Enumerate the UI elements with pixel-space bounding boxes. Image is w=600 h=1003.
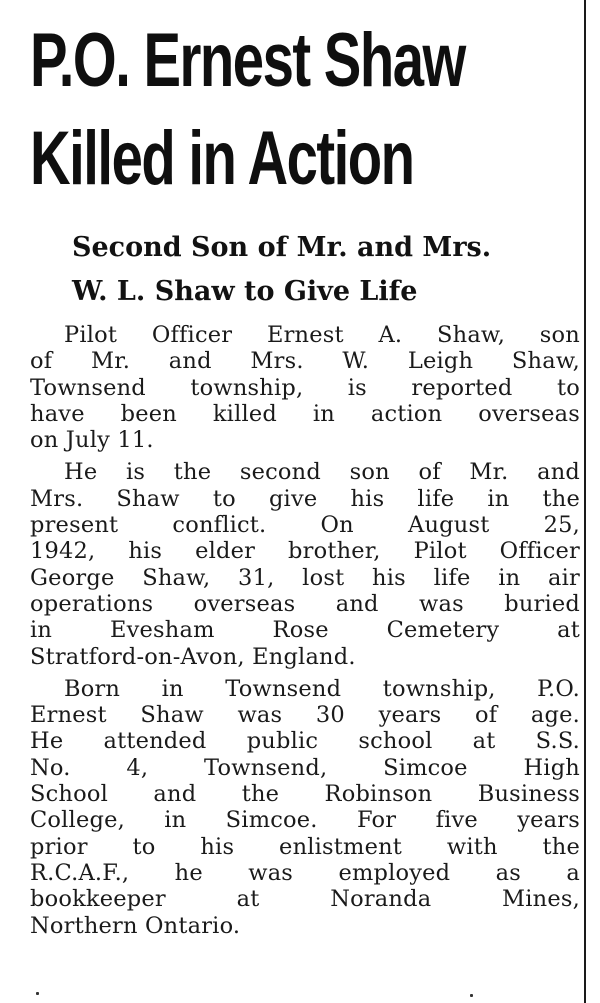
text-line: Stratford-on-Avon, England. [30, 643, 356, 670]
subheadline-line: Second Son of Mr. and Mrs. [72, 232, 492, 263]
text-line: R.C.A.F., he was employed as a [30, 859, 580, 886]
subheadline [72, 226, 592, 314]
paragraph-2 [30, 459, 580, 669]
print-speck [36, 992, 39, 995]
text-line: prior to his enlistment with the [30, 833, 580, 860]
subheadline-line: W. L. Shaw to Give Life [72, 276, 418, 307]
text-line: present conflict. On August 25, [30, 512, 580, 539]
text-line: have been killed in action overseas [30, 400, 580, 427]
text-line: College, in Simcoe. For five years [30, 807, 580, 834]
text-line: bookkeeper at Noranda Mines, [30, 886, 580, 913]
text-line: Northern Ontario. [30, 912, 241, 939]
text-line: No. 4, Townsend, Simcoe High [30, 754, 580, 781]
text-line: operations overseas and was buried [30, 590, 580, 617]
text-line: of Mr. and Mrs. W. Leigh Shaw, [30, 348, 580, 375]
text-line: Born in Townsend township, P.O. [64, 675, 580, 702]
headline [30, 12, 465, 208]
text-line: in Evesham Rose Cemetery at [30, 617, 580, 644]
text-line: He is the second son of Mr. and [64, 459, 580, 486]
text-line: Mrs. Shaw to give his life in the [30, 485, 580, 512]
article-body [30, 322, 580, 939]
headline-line: Killed in Action [30, 116, 414, 201]
print-speck [470, 994, 473, 997]
text-line: on July 11. [30, 427, 154, 454]
column-rule [584, 0, 586, 1003]
text-line: School and the Robinson Business [30, 781, 580, 808]
text-line: 1942, his elder brother, Pilot Officer [30, 538, 580, 565]
paragraph-3 [30, 676, 580, 939]
paragraph-1 [30, 322, 580, 453]
headline-line: P.O. Ernest Shaw [30, 18, 465, 103]
text-line: He attended public school at S.S. [30, 728, 580, 755]
text-line: Ernest Shaw was 30 years of age. [30, 702, 580, 729]
text-line: Townsend township, is reported to [30, 374, 580, 401]
text-line: Pilot Officer Ernest A. Shaw, son [64, 322, 580, 348]
text-line: George Shaw, 31, lost his life in air [30, 564, 580, 591]
